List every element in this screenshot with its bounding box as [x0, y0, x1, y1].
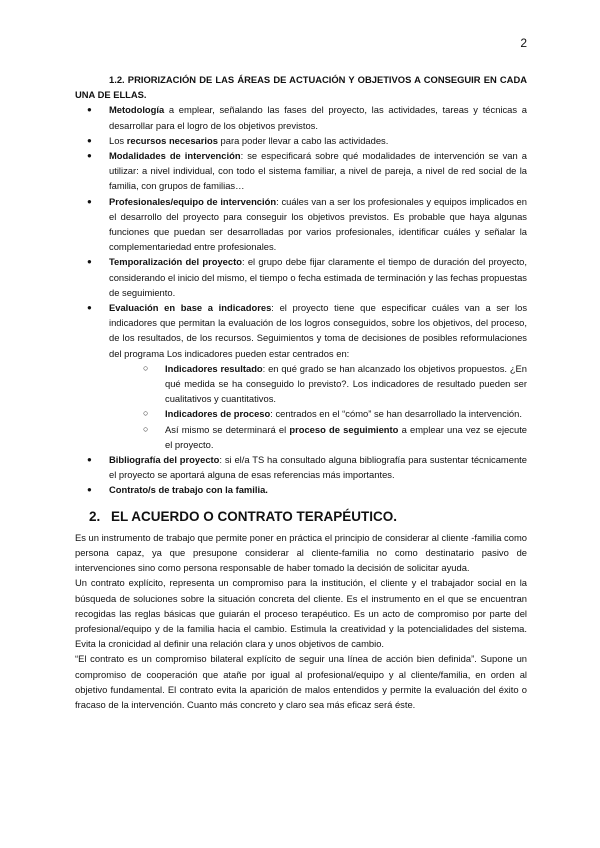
paragraph: “El contrato es un compromiso bilateral explícito de seguir una línea de acción bien definida”. Supone un compromiso de cooperación que atañe por igual al profesional/equipo y al cliente/familia, en orden al objetivo fundamental. El contrato evita la aparición de malos entendidos y permite la evaluación del éxito o fracaso de la intervención. Cuanto más concreto y claro sea más eficaz será éste.	[75, 653, 527, 710]
sub-list-item	[109, 361, 527, 407]
item-text: a emplear una vez se ejecute el proyecto.	[165, 423, 528, 450]
item-term: Profesionales/equipo de intervención	[109, 195, 277, 207]
item-term: Evaluación en base a indicadores	[109, 302, 272, 314]
list-item	[75, 482, 527, 497]
list-item	[75, 133, 527, 148]
item-pre: Así mismo se determinará el	[165, 423, 290, 435]
page-number: 2	[520, 36, 527, 50]
sub-list-item	[109, 422, 527, 452]
item-text: para poder llevar a cabo las actividades.	[217, 134, 389, 146]
item-term: Temporalización del proyecto	[109, 256, 242, 268]
item-text: : en qué grado se han alcanzado los objetivos propuestos. ¿En qué medida se ha conseguido lo previsto?. Los indicadores de resultado pueden ser cualitativos y cuantitativos.	[165, 362, 528, 405]
section-heading-1-2: 1.2. PRIORIZACIÓN DE LAS ÁREAS DE ACTUACIÓN Y OBJETIVOS A CONSEGUIR EN CADA UNA DE ELLAS.	[75, 74, 527, 101]
list-item	[75, 300, 527, 452]
section-number: 2.	[89, 508, 101, 524]
item-text: : si el/a TS ha consultado alguna bibliografía para sustentar técnicamente el proyecto se aportará alguna de esas referencias más importantes.	[109, 454, 527, 481]
item-term: Bibliografía del proyecto	[109, 454, 220, 466]
item-term: Indicadores de proceso	[165, 408, 271, 420]
list-item	[75, 254, 527, 300]
item-text: : centrados en el “cómo” se han desarrollado la intervención.	[270, 408, 522, 420]
item-term: proceso de seguimiento	[289, 423, 399, 435]
item-term: Metodología	[109, 104, 165, 116]
item-term: recursos necesarios	[126, 134, 218, 146]
item-term: Indicadores resultado	[165, 362, 263, 374]
paragraph: Un contrato explícito, representa un compromiso para la institución, el cliente y el trabajador social en la búsqueda de soluciones sobre la situación concreta del cliente. Es el instrumento en el que se encuentran recogidas las reglas básicas que guiarán el proceso terapéutico. Es un acto de compromiso por parte del profesional/equipo y de la familia hacia el cambio. Estimula la creatividad y la potencialidades del sistema. Evita la cronicidad al definir una relación clara y unos objetivos de cambio.	[75, 577, 527, 650]
page-content	[75, 72, 527, 712]
item-pre: Los	[109, 134, 127, 146]
section-title: EL ACUERDO O CONTRATO TERAPÉUTICO.	[111, 508, 398, 524]
item-text: : el proyecto tiene que especificar cuáles van a ser los indicadores que permitan la evaluación de los logros conseguidos, sobre los objetivos, del proceso, de los resultados, de los recursos. Seguimientos y toma de decisiones de posibles reformulaciones del programa Los indicadores pueden estar centrados en:	[109, 302, 528, 359]
item-text: a emplear, señalando las fases del proyecto, las actividades, tareas y técnicas a desarrollar para el logro de los objetivos previstos.	[109, 104, 527, 131]
bullet-list	[75, 102, 527, 497]
sub-list	[109, 361, 527, 452]
item-text: : el grupo debe fijar claramente el tiempo de duración del proyecto, considerando el inicio del mismo, el tiempo o fecha estimada de terminación y las fechas propuestas de seguimiento.	[109, 256, 527, 298]
item-term: Modalidades de intervención	[109, 150, 241, 162]
sub-list-item	[109, 406, 527, 421]
list-item	[75, 194, 527, 255]
list-item	[75, 452, 527, 482]
item-text: : cuáles van a ser los profesionales y equipos implicados en el desarrollo del proyecto para conseguir los objetivos previstos. Es probable que haya algunas funciones que puedan ser desarrolladas por varios profesionales, identificar cuáles y señalar la complementariedad entre profesionales.	[109, 195, 527, 253]
item-text: : se especificará sobre qué modalidades de intervención se van a utilizar: a nivel individual, con todo el sistema familiar, a nivel de pareja, a nivel de red social de la familia, con grupos de familias…	[109, 150, 527, 192]
item-term: Contrato/s de trabajo con la familia.	[109, 484, 268, 496]
list-item	[75, 148, 527, 194]
paragraph: Es un instrumento de trabajo que permite poner en práctica el principio de considerar al cliente -familia como persona capaz, ya que presupone considerar al cliente-familia no como destinatario pasivo de intervenciones sino como persona responsable de haber tomado la decisión de solicitar ayuda.	[75, 531, 527, 574]
section-heading-2	[89, 508, 527, 526]
list-item	[75, 102, 527, 132]
